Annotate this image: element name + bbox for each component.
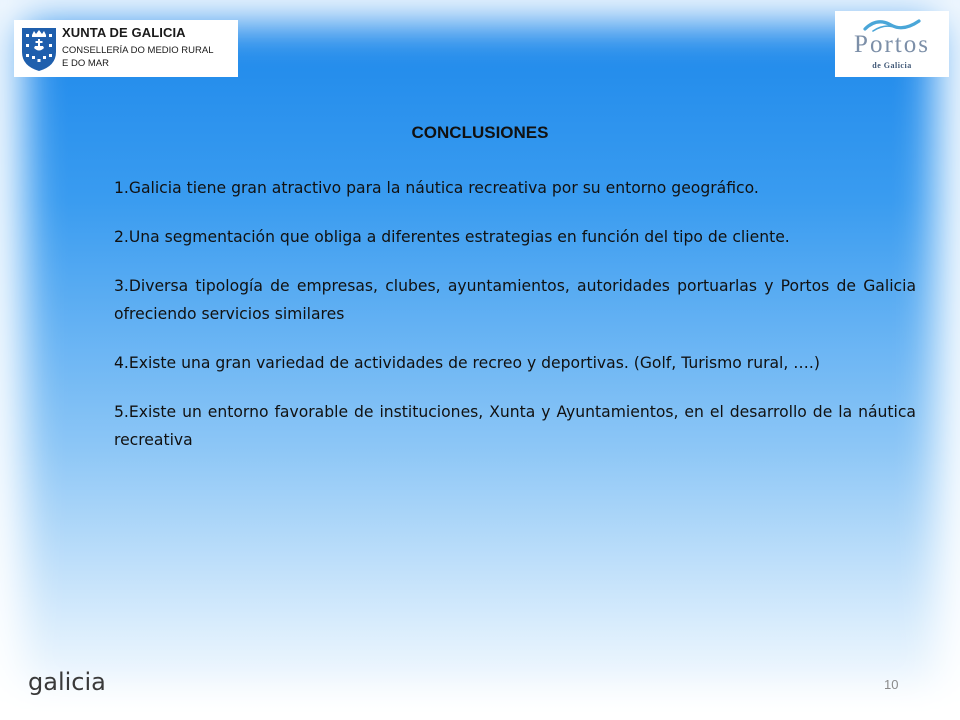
xunta-logo-line-1: CONSELLERÍA DO MEDIO RURAL [62,45,214,56]
slide-title: CONCLUSIONES [411,123,549,142]
conclusions-list [114,174,916,475]
galicia-brand-logo [26,666,116,700]
conclusion-item: 1.Galicia tiene gran atractivo para la náutica recreativa por su entorno geográfico. [114,179,759,197]
conclusion-item: 2.Una segmentación que obliga a diferentes estrategias en función del tipo de cliente. [114,228,790,246]
portos-de-galicia-logo [835,11,949,77]
portos-logo-name: Portos [854,31,930,58]
xunta-logo-title: XUNTA DE GALICIA [62,25,186,40]
conclusion-item: 3.Diversa tipología de empresas, clubes, ayuntamientos, autoridades portuarlas y Portos de Galicia ofreciendo servicios similares [114,277,916,323]
conclusion-item: 4.Existe una gran variedad de actividades de recreo y deportivas. (Golf, Turismo rural, ….) [114,354,820,372]
xunta-de-galicia-logo [14,20,238,77]
conclusion-item: 5.Existe un entorno favorable de instituciones, Xunta y Ayuntamientos, en el desarrollo de la náutica recreativa [114,403,916,449]
page-number: 10 [884,677,899,692]
galicia-brand-text: galicia [28,668,106,696]
portos-logo-subtitle: de Galicia [872,61,912,70]
galicia-coat-of-arms-icon [20,26,58,72]
xunta-logo-line-2: E DO MAR [62,58,109,69]
